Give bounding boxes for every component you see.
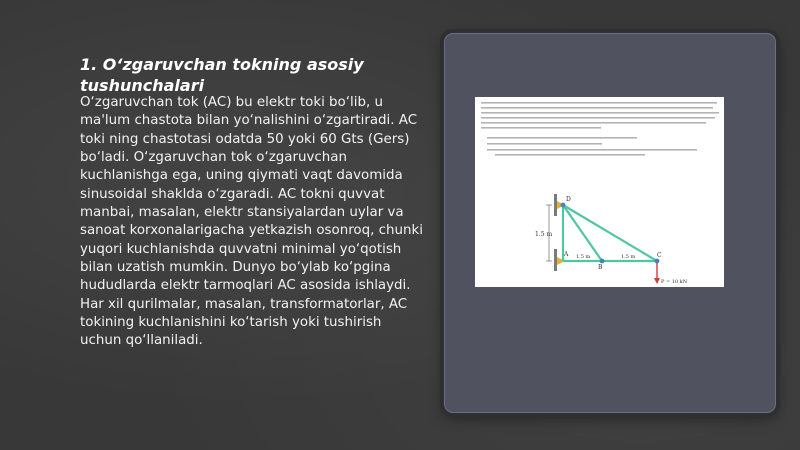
label-a: A	[564, 251, 569, 258]
label-d: D	[566, 196, 571, 203]
label-load: P = 10 kN	[661, 279, 688, 285]
label-c: C	[657, 252, 662, 259]
truss-figure	[475, 97, 724, 287]
label-seg1: 1.5 m	[576, 254, 591, 260]
label-b: B	[598, 264, 603, 271]
slide-body-text: O‘zgaruvchan tok (AC) bu elektr toki bo‘lib, u ma'lum chastota bilan yo‘nalishini o‘zgartiradi. AC toki ning chastotasi odatda 50 yoki 60 Gts (Gers) bo‘ladi. O‘zgaruvchan tok o‘zgaruvchan kuchlanishga ega, uning qiymati vaqt davomida sinusoidal shaklda o‘zgaradi. AC tokni quvvat manbai, masalan, elektr stansiyalardan uylar va sanoat korxonalarigacha yetkazish osonroq, chunki yuqori kuchlanishda quvvatni minimal yo‘qotish bilan uzatish mumkin. Dunyo bo‘ylab ko‘pgina hududlarda elektr tarmoqlari AC asosida ishlaydi. Har xil qurilmalar, masalan, transformatorlar, AC tokining kuchlanishini ko‘tarish yoki tushirish uchun qo‘llaniladi.	[80, 95, 423, 349]
joint-d	[561, 203, 566, 208]
load-arrow	[654, 263, 660, 284]
textbook-problem-image	[475, 97, 724, 287]
problem-text-lines	[481, 102, 719, 156]
label-height: 1.5 m	[535, 231, 553, 238]
joint-c	[655, 259, 660, 264]
joint-b	[600, 259, 605, 264]
slide-title: 1. O‘zgaruvchan tokning asosiy tushunchalari	[80, 55, 364, 95]
truss-members	[563, 205, 657, 261]
label-seg2: 1.5 m	[621, 254, 636, 260]
